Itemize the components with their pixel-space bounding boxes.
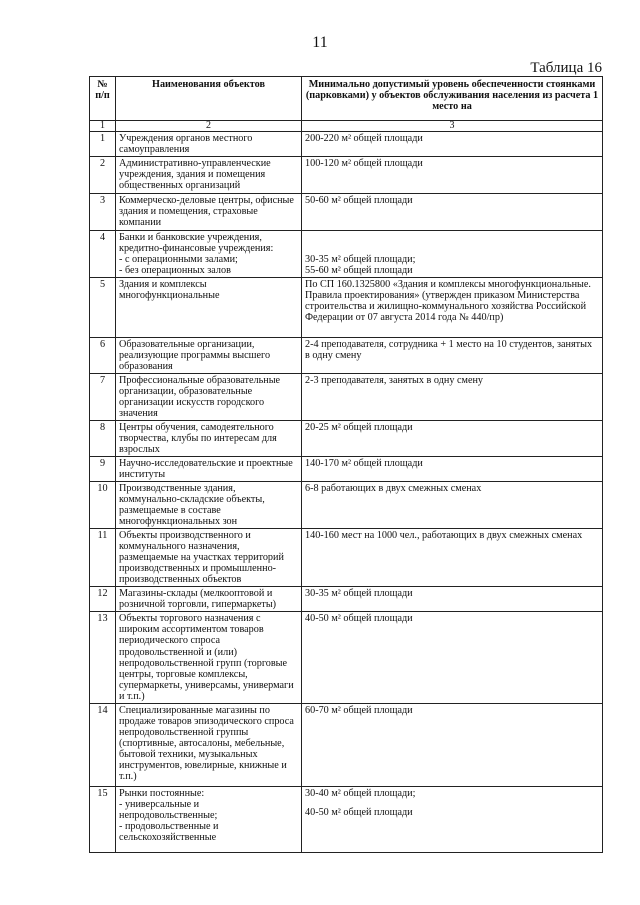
requirement-line: 50-60 м² общей площади bbox=[305, 195, 413, 207]
object-name: Административно-управленческие учреждения, здания и помещения общественных организаций bbox=[116, 157, 302, 194]
requirement bbox=[302, 157, 603, 194]
header-requirement: Минимально допустимый уровень обеспеченности стоянками (парковками) у объектов обслуживания населения из расчета 1 место на bbox=[302, 77, 603, 121]
row-number: 7 bbox=[90, 374, 116, 421]
row-number: 15 bbox=[90, 786, 116, 852]
row-number: 9 bbox=[90, 457, 116, 482]
object-name: Образовательные организации, реализующие программы высшего образования bbox=[116, 338, 302, 374]
object-name: Научно-исследовательские и проектные институты bbox=[116, 457, 302, 482]
requirement-line: 30-35 м² общей площади bbox=[305, 588, 413, 600]
object-name-line: Рынки постоянные: bbox=[119, 787, 205, 799]
header-name: Наименования объектов bbox=[116, 77, 302, 121]
table-row bbox=[90, 612, 603, 703]
requirement-line: 2-3 преподавателя, занятых в одну смену bbox=[305, 375, 484, 387]
row-number: 13 bbox=[90, 612, 116, 703]
requirement-line: 55-60 м² общей площади bbox=[305, 265, 413, 277]
object-name: Центры обучения, самодеятельного творчества, клубы по интересам для взрослых bbox=[116, 421, 302, 457]
table-row bbox=[90, 421, 603, 457]
requirement-line: 20-25 м² общей площади bbox=[305, 422, 413, 434]
object-name: Производственные здания, коммунально-складские объекты, размещаемые в составе многофункциональных зон bbox=[116, 482, 302, 529]
table-row bbox=[90, 157, 603, 194]
row-number: 12 bbox=[90, 587, 116, 612]
row-number: 11 bbox=[90, 529, 116, 587]
requirement-line: 30-40 м² общей площади; bbox=[305, 787, 416, 799]
table-row bbox=[90, 338, 603, 374]
object-name-line: - универсальные и непродовольственные; bbox=[119, 798, 218, 821]
requirement bbox=[302, 194, 603, 231]
requirement bbox=[302, 529, 603, 587]
requirement bbox=[302, 278, 603, 338]
requirement bbox=[302, 703, 603, 786]
table-row bbox=[90, 529, 603, 587]
table-row bbox=[90, 374, 603, 421]
table-row bbox=[90, 786, 603, 852]
table-row bbox=[90, 703, 603, 786]
object-name-line: Банки и банковские учреждения, кредитно-финансовые учреждения: bbox=[119, 232, 274, 255]
row-number: 2 bbox=[90, 157, 116, 194]
requirement bbox=[302, 786, 603, 852]
column-index-2: 2 bbox=[116, 121, 302, 132]
requirement-line: 140-160 мест на 1000 чел., работающих в двух смежных сменах bbox=[305, 530, 583, 542]
page-number: 11 bbox=[312, 34, 328, 51]
requirement-line: 40-50 м² общей площади bbox=[305, 806, 413, 818]
row-number: 4 bbox=[90, 231, 116, 278]
table-row bbox=[90, 587, 603, 612]
table-row bbox=[90, 278, 603, 338]
parking-norms-table bbox=[89, 76, 603, 853]
column-index-1: 1 bbox=[90, 121, 116, 132]
row-number: 5 bbox=[90, 278, 116, 338]
row-number: 6 bbox=[90, 338, 116, 374]
object-name: Объекты торгового назначения с широким ассортиментом товаров периодического спроса продовольственной и (или) непродовольственной групп (торговые центры, торговые комплексы, супермаркеты, универсамы, универмаги и т.п.) bbox=[116, 612, 302, 703]
object-name-line: - с операционными залами; bbox=[119, 254, 238, 266]
row-number: 14 bbox=[90, 703, 116, 786]
requirement-line: 100-120 м² общей площади bbox=[305, 158, 423, 170]
table-row bbox=[90, 482, 603, 529]
object-name: Коммерческо-деловые центры, офисные здания и помещения, страховые компании bbox=[116, 194, 302, 231]
requirement bbox=[302, 231, 603, 278]
column-index-3: 3 bbox=[302, 121, 603, 132]
requirement bbox=[302, 132, 603, 157]
requirement bbox=[302, 338, 603, 374]
object-name: Специализированные магазины по продаже товаров эпизодического спроса непродовольственной группы (спортивные, автосалоны, мебельные, бытовой техники, музыкальных инструментов, ювелирные, книжные и т.п.) bbox=[116, 703, 302, 786]
object-name: Здания и комплексы многофункциональные bbox=[116, 278, 302, 338]
table-row bbox=[90, 457, 603, 482]
requirement-line: По СП 160.1325800 «Здания и комплексы многофункциональные. Правила проектирования» (утвержден приказом Министерства строительства и жилищно-коммунального хозяйства Российской Федерации от 07 августа 2014 года № 440/пр) bbox=[305, 279, 591, 324]
row-number: 10 bbox=[90, 482, 116, 529]
row-number: 8 bbox=[90, 421, 116, 457]
object-name: Профессиональные образовательные организации, образовательные организации искусств городского значения bbox=[116, 374, 302, 421]
object-name-line: - без операционных залов bbox=[119, 265, 231, 277]
requirement bbox=[302, 457, 603, 482]
requirement bbox=[302, 482, 603, 529]
requirement-line: 40-50 м² общей площади bbox=[305, 613, 413, 625]
table-caption: Таблица 16 bbox=[530, 60, 602, 76]
requirement-line: 140-170 м² общей площади bbox=[305, 458, 423, 470]
requirement bbox=[302, 587, 603, 612]
row-number: 3 bbox=[90, 194, 116, 231]
requirement-line: 6-8 работающих в двух смежных сменах bbox=[305, 483, 482, 495]
requirement-line: 30-35 м² общей площади; bbox=[305, 254, 416, 266]
header-num: № п/п bbox=[90, 77, 116, 121]
requirement bbox=[302, 374, 603, 421]
object-name-line: - продовольственные и сельскохозяйственные bbox=[119, 820, 219, 843]
object-name bbox=[116, 786, 302, 852]
requirement-line: 200-220 м² общей площади bbox=[305, 133, 423, 144]
table-row bbox=[90, 231, 603, 278]
object-name: Магазины-склады (мелкооптовой и розничной торговли, гипермаркеты) bbox=[116, 587, 302, 612]
object-name: Объекты производственного и коммунального назначения, размещаемые на участках территорий производственных и промышленно-производственных объектов bbox=[116, 529, 302, 587]
requirement-line: 60-70 м² общей площади bbox=[305, 704, 413, 716]
table-row bbox=[90, 194, 603, 231]
requirement bbox=[302, 612, 603, 703]
table-row bbox=[90, 132, 603, 157]
object-name: Учреждения органов местного самоуправления bbox=[116, 132, 302, 157]
requirement bbox=[302, 421, 603, 457]
object-name bbox=[116, 231, 302, 278]
row-number: 1 bbox=[90, 132, 116, 157]
requirement-line: 2-4 преподавателя, сотрудника + 1 место на 10 студентов, занятых в одну смену bbox=[305, 339, 593, 362]
